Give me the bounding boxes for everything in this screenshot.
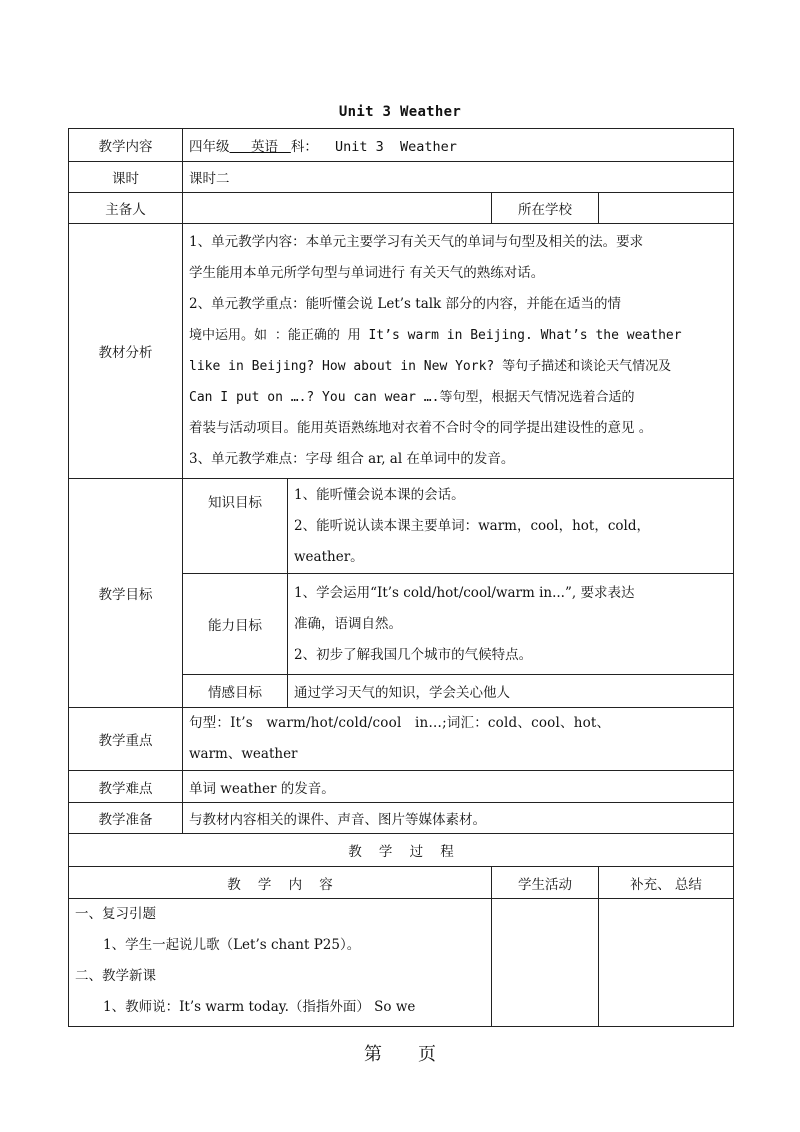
col-teaching-content: 教 学 内 容	[69, 867, 492, 899]
label-ability-goal: 能力目标	[183, 574, 288, 675]
process-line: 1、学生一起说儿歌（Let’s chant P25）。	[103, 937, 361, 953]
document-title: Unit 3 Weather	[338, 104, 462, 120]
row-teaching-content	[69, 129, 734, 162]
page-footer-right: 页	[418, 1044, 436, 1065]
preparer-value	[183, 193, 492, 224]
ability-line: 2、初步了解我国几个城市的气候特点。	[294, 646, 533, 663]
label-emotion-goal: 情感目标	[183, 675, 288, 708]
preparation-text: 与教材内容相关的课件、声音、图片等媒体素材。	[183, 803, 734, 834]
subject: 英语	[250, 139, 278, 155]
analysis-line: 1、单元教学内容：本单元主要学习有关天气的单词与句型及相关的法。要求	[189, 234, 644, 250]
row-preparer	[69, 193, 734, 224]
ability-line: 准确，语调自然。	[294, 615, 402, 632]
analysis-line: 着装与活动项目。能用英语熟练地对衣着不合时令的同学提出建设性的意见 。	[189, 420, 653, 436]
process-content	[69, 899, 492, 1027]
lesson-value: 课时二	[183, 162, 734, 193]
label-preparer: 主备人	[69, 193, 183, 224]
notes-cell	[599, 899, 734, 1027]
label-preparation: 教学准备	[69, 803, 183, 834]
process-line: 二、教学新课	[75, 968, 156, 984]
label-key-points: 教学重点	[69, 708, 183, 771]
process-line: 一、复习引题	[75, 906, 156, 922]
teaching-content-value	[183, 129, 734, 162]
ability-line: 1、学会运用“It’s cold/hot/cool/warm in...”, 要求表达	[294, 584, 635, 601]
key-line: warm、weather	[189, 746, 298, 762]
row-difficulty	[69, 771, 734, 803]
label-knowledge-goal: 知识目标	[183, 479, 288, 574]
subject-suffix: 科：	[290, 139, 318, 155]
knowledge-line: 2、能听说认读本课主要单词：warm，cool，hot，cold，	[294, 517, 650, 534]
row-goal-knowledge	[69, 479, 734, 574]
label-lesson: 课时	[69, 162, 183, 193]
difficulty-text: 单词 weather 的发音。	[183, 771, 734, 803]
knowledge-line: weather。	[294, 548, 364, 565]
col-notes: 补充、 总结	[599, 867, 734, 899]
key-line: 句型：It’s warm/hot/cold/cool in…;词汇：cold、cool、hot、	[189, 715, 611, 731]
analysis-line: 境中运用。如 ：能正确的 用 It’s warm in Beijing. What’s the weather	[189, 328, 682, 343]
page-footer	[0, 1040, 800, 1066]
label-teaching-goals: 教学目标	[69, 479, 183, 708]
analysis-line: 3、单元教学难点：字母 组合 ar, al 在单词中的发音。	[189, 451, 515, 467]
row-preparation	[69, 803, 734, 834]
material-analysis-text	[183, 224, 734, 479]
label-material-analysis: 教材分析	[69, 224, 183, 479]
page-footer-left: 第	[364, 1044, 382, 1065]
row-process-columns	[69, 867, 734, 899]
school-value	[599, 193, 734, 224]
process-line: 1、教师说：It’s warm today.（指指外面） So we	[103, 999, 416, 1015]
analysis-line: 学生能用本单元所学句型与单词进行 有关天气的熟练对话。	[189, 265, 545, 281]
key-points-text	[183, 708, 734, 771]
knowledge-goal-text	[288, 479, 734, 574]
analysis-line: like in Beijing? How about in New York? 等句子描述和谈论天气情况及	[189, 359, 672, 374]
row-lesson	[69, 162, 734, 193]
analysis-line: Can I put on ….? You can wear ….等句型，根据天气情况选着合适的	[189, 390, 635, 405]
analysis-line: 2、单元教学重点：能听懂会说 Let’s talk 部分的内容，并能在适当的情	[189, 296, 622, 312]
row-process-header	[69, 834, 734, 867]
ability-goal-text	[288, 574, 734, 675]
row-key-points	[69, 708, 734, 771]
label-school: 所在学校	[492, 193, 599, 224]
knowledge-line: 1、能听懂会说本课的会话。	[294, 486, 465, 503]
row-material-analysis	[69, 224, 734, 479]
student-activity-cell	[492, 899, 599, 1027]
emotion-goal-text: 通过学习天气的知识，学会关心他人	[288, 675, 734, 708]
unit-name: Unit 3 Weather	[335, 139, 457, 155]
col-student-activity: 学生活动	[492, 867, 599, 899]
row-process-body	[69, 899, 734, 1027]
label-teaching-content: 教学内容	[69, 129, 183, 162]
process-header: 教 学 过 程	[69, 834, 734, 867]
label-difficulty: 教学难点	[69, 771, 183, 803]
grade: 四年级	[189, 139, 230, 155]
lesson-plan-table	[68, 128, 734, 1027]
